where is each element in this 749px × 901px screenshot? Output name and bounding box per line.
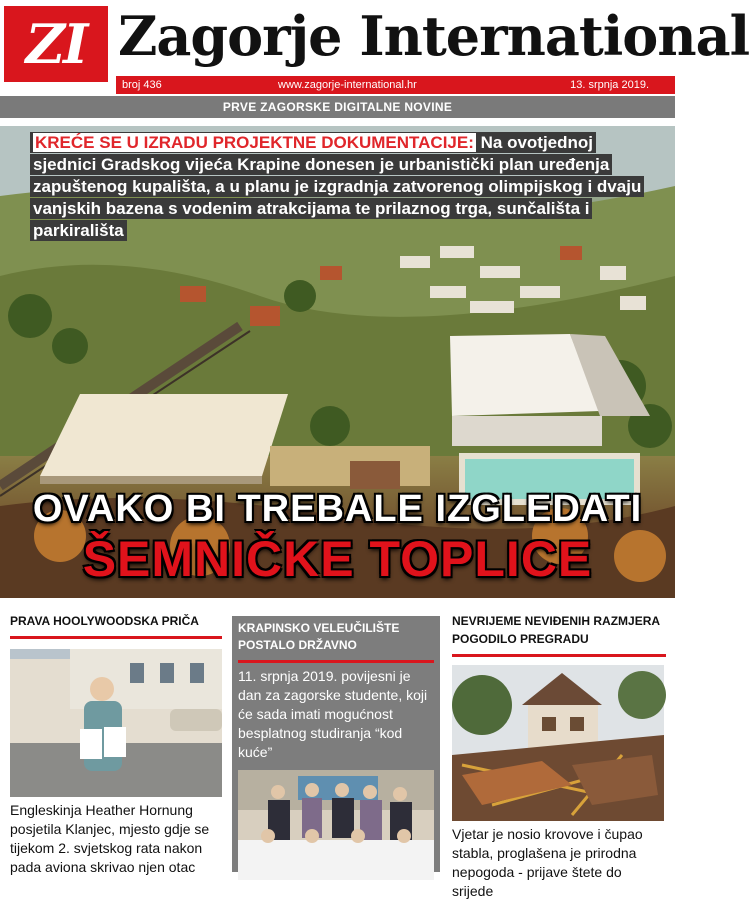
storm-damage-photo — [452, 665, 664, 821]
logo: ZI — [4, 6, 108, 82]
story-veleuciliste[interactable] — [232, 616, 440, 872]
hollywood-photo — [10, 649, 222, 797]
story-hollywood[interactable] — [10, 612, 222, 877]
story-heading: KRAPINSKO VELEUČILIŠTE POSTALO DRŽAVNO — [238, 620, 434, 663]
story-heading: PRAVA HOOLYWOODSKA PRIČA — [10, 612, 222, 639]
story-text: Vjetar je nosio krovove i čupao stabla, proglašena je prirodna nepogoda - prijave štete do srijede — [452, 826, 643, 899]
story-heading: NEVRIJEME NEVIĐENIH RAZMJERA POGODILO PREGRADU — [452, 612, 666, 657]
website-link[interactable]: www.zagorje-international.hr — [278, 79, 417, 91]
lead-kicker: KREĆE SE U IZRADU PROJEKTNE DOKUMENTACIJE: — [35, 133, 474, 152]
issue-number: broj 436 — [122, 79, 162, 91]
story-photo — [452, 665, 664, 821]
tagline: PRVE ZAGORSKE DIGITALNE NOVINE — [0, 96, 675, 118]
story-nevrijeme[interactable] — [452, 612, 666, 901]
lead-headline-top: OVAKO BI TREBALE IZGLEDATI — [32, 488, 643, 530]
issue-date: 13. srpnja 2019. — [570, 79, 649, 91]
lead-story[interactable] — [0, 126, 675, 598]
lead-intro — [30, 132, 650, 242]
lead-intro-text: Na ovotjednoj sjednici Gradskog vijeća Krapine donesen je urbanistički plan uređenja zapuštenog kupališta, a u planu je izgradnja zatvorenog olimpijskog i dvaju vanjskih bazena s vodenim atrakcijama te prilaznog trga, sunčališta i parkirališta — [33, 133, 642, 240]
group-photo — [238, 770, 434, 880]
story-photo — [238, 770, 434, 880]
story-text: 11. srpnja 2019. povijesni je dan za zagorske studente, koji će sada imati mogućnost besplatnog studiranja “kod kuće” — [238, 668, 428, 760]
newspaper-title: Zagorje International — [118, 4, 749, 68]
story-photo — [10, 649, 222, 797]
story-text: Engleskinja Heather Hornung posjetila Klanjec, mjesto gdje se tijekom 2. svjetskog rata nakon pada aviona skrivao njen otac — [10, 802, 210, 875]
lead-headline-bottom: ŠEMNIČKE TOPLICE — [82, 531, 593, 587]
info-bar — [116, 76, 675, 94]
